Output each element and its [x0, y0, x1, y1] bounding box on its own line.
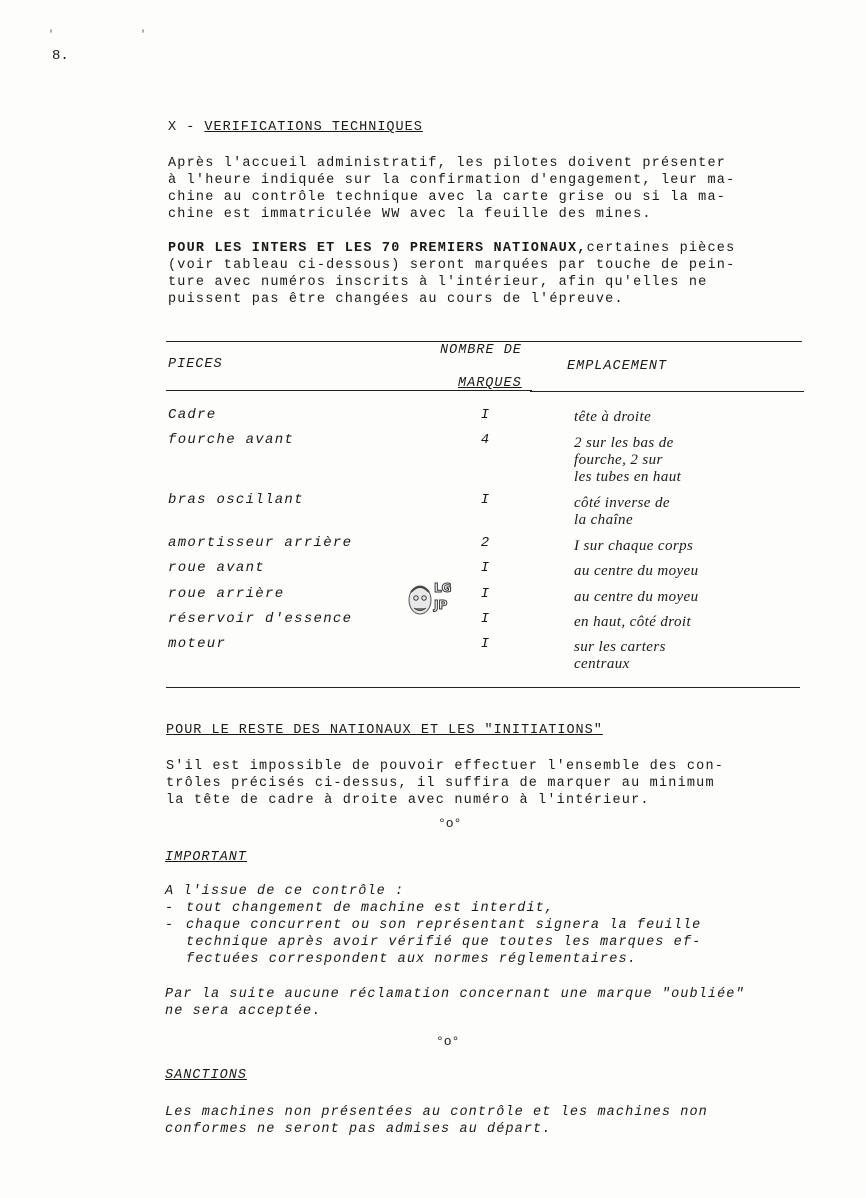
mark-location [574, 639, 774, 673]
piece-name: roue arrière [168, 586, 285, 602]
location-line: sur les carters [574, 639, 666, 655]
piece-name: bras oscillant [168, 492, 304, 508]
location-line: au centre du moyeu [574, 563, 699, 579]
important-item: - chaque concurrent ou son représentant signera la feuille technique après avoir vérifié que toutes les marques ef- fectuées correspondent aux normes réglementaires. [165, 917, 805, 968]
inters-line: puissent pas être changées au cours de l'épreuve. [168, 292, 624, 307]
piece-name: fourche avant [168, 432, 295, 448]
mark-count: I [480, 407, 490, 423]
piece-name: roue avant [168, 560, 266, 576]
location-line: les tubes en haut [574, 469, 682, 485]
item-line: technique après avoir vérifié que toutes les marques ef- [186, 935, 702, 950]
important-note [165, 986, 825, 1020]
scan-specks: ' ' [48, 30, 187, 41]
location-line: 2 sur les bas de [574, 435, 674, 451]
sanctions-line: conformes ne seront pas admises au départ. [165, 1122, 552, 1137]
important-lead: A l'issue de ce contrôle : [165, 884, 405, 899]
sanctions-text [165, 1104, 805, 1138]
intro-line: chine est immatriculée WW avec la feuille des mines. [168, 207, 652, 222]
mark-location [574, 538, 774, 555]
item-line: fectuées correspondent aux normes réglementaires. [186, 952, 637, 967]
intro-line: chine au contrôle technique avec la carte grise ou si la ma- [168, 190, 727, 205]
section-title-prefix: X - [168, 120, 205, 135]
table-bottom-rule [166, 687, 800, 688]
inters-line: (voir tableau ci-dessous) seront marquées par touche de pein- [168, 258, 736, 273]
important-title: IMPORTANT [165, 850, 247, 865]
inters-paragraph [168, 240, 808, 308]
inters-line-rest: certaines pièces [586, 241, 736, 256]
mark-count: 2 [480, 535, 490, 551]
header-pieces: PIECES [168, 357, 223, 372]
piece-name: amortisseur arrière [168, 535, 353, 551]
separator: °o° [436, 1034, 460, 1049]
sanctions-line: Les machines non présentées au contrôle et les machines non [165, 1105, 708, 1120]
rest-line: trôles précisés ci-dessus, il suffira de marquer au minimum [166, 776, 715, 791]
mark-count: 4 [480, 432, 490, 448]
rest-paragraph [166, 758, 806, 809]
logo-text: LG JP [434, 581, 452, 612]
mark-location [574, 589, 774, 606]
sanctions-title: SANCTIONS [165, 1068, 247, 1083]
inters-bold-lead: POUR LES INTERS ET LES 70 PREMIERS NATIONAUX, [168, 241, 587, 256]
important-block [165, 883, 805, 968]
location-line: en haut, côté droit [574, 614, 692, 630]
header-nombre-line2: MARQUES [458, 376, 522, 391]
mark-count: I [480, 560, 490, 576]
location-line: côté inverse de [574, 495, 670, 511]
piece-name: Cadre [168, 407, 217, 423]
mark-count: I [480, 611, 490, 627]
mark-count: I [480, 492, 490, 508]
location-line: au centre du moyeu [574, 589, 699, 605]
mark-location [574, 563, 774, 580]
header-rule-right [530, 391, 804, 392]
location-line: tête à droite [574, 409, 652, 425]
header-nombre-line1: NOMBRE DE [440, 343, 522, 358]
location-line: la chaîne [574, 512, 634, 528]
rest-line: la tête de cadre à droite avec numéro à l'intérieur. [166, 793, 650, 808]
rest-title: POUR LE RESTE DES NATIONAUX ET LES "INITIATIONS" [166, 723, 603, 738]
intro-paragraph [168, 155, 808, 223]
mark-location [574, 435, 774, 486]
item-line: tout changement de machine est interdit, [186, 901, 555, 916]
piece-name: moteur [168, 636, 227, 652]
intro-line: Après l'accueil administratif, les pilotes doivent présenter [168, 156, 727, 171]
note-line: ne sera acceptée. [165, 1004, 322, 1019]
mark-location [574, 409, 774, 426]
inters-line: ture avec numéros inscrits à l'intérieur, afin qu'elles ne [168, 275, 708, 290]
piece-name: réservoir d'essence [168, 611, 353, 627]
mark-location [574, 614, 774, 631]
intro-line: à l'heure indiquée sur la confirmation d'engagement, leur ma- [168, 173, 736, 188]
watermark-logo [404, 578, 458, 620]
header-rule-left [166, 390, 532, 391]
section-title [168, 120, 423, 135]
location-line: I sur chaque corps [574, 538, 694, 554]
rest-line: S'il est impossible de pouvoir effectuer l'ensemble des con- [166, 759, 725, 774]
mark-count: I [480, 636, 490, 652]
mark-location [574, 495, 774, 529]
location-line: fourche, 2 sur [574, 452, 663, 468]
mark-count: I [480, 586, 490, 602]
section-title-text: VERIFICATIONS TECHNIQUES [204, 120, 423, 135]
note-line: Par la suite aucune réclamation concernant une marque "oubliée" [165, 987, 745, 1002]
important-item: - tout changement de machine est interdit, [165, 900, 805, 917]
location-line: centraux [574, 656, 630, 672]
table-top-rule [166, 341, 802, 342]
page-number: 8. [52, 48, 69, 64]
inters-line [168, 240, 808, 257]
header-emplacement: EMPLACEMENT [567, 359, 668, 374]
item-line: chaque concurrent ou son représentant signera la feuille [186, 918, 702, 933]
separator: °o° [438, 816, 462, 831]
